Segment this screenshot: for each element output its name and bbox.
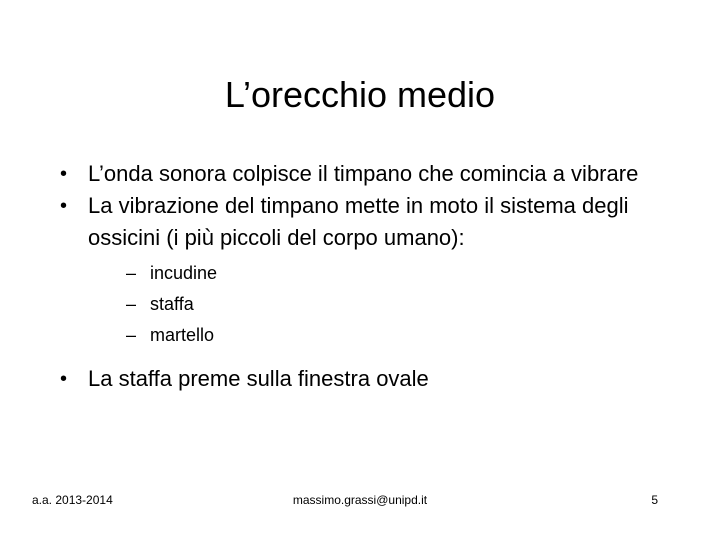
dash-icon: –: [126, 294, 137, 314]
bullet-text: La vibrazione del timpano mette in moto il sistema degli ossicini (i più piccoli del corpo umano):: [88, 193, 629, 250]
bullet-item: [58, 158, 678, 190]
footer-academic-year: a.a. 2013-2014: [32, 493, 113, 507]
sub-item-text: martello: [150, 325, 215, 345]
bullet-list: [58, 158, 678, 395]
bullet-item: [58, 363, 678, 395]
dash-icon: –: [126, 325, 137, 345]
sub-item: [126, 289, 678, 320]
bullet-icon: •: [60, 163, 68, 185]
dash-icon: –: [126, 263, 137, 283]
bullet-icon: •: [60, 195, 68, 217]
slide-title: L’orecchio medio: [224, 74, 496, 115]
bullet-text: La staffa preme sulla finestra ovale: [88, 366, 429, 391]
bullet-text: L’onda sonora colpisce il timpano che comincia a vibrare: [88, 161, 639, 186]
sub-item: [126, 320, 678, 351]
bullet-icon: •: [60, 368, 68, 390]
sub-item: [126, 258, 678, 289]
footer-email: massimo.grassi@unipd.it: [292, 493, 428, 507]
bullet-item: [58, 190, 678, 351]
sub-item-text: incudine: [150, 263, 218, 283]
sub-item-text: staffa: [150, 294, 194, 314]
sub-list: [88, 258, 678, 351]
page-number: 5: [651, 493, 658, 507]
